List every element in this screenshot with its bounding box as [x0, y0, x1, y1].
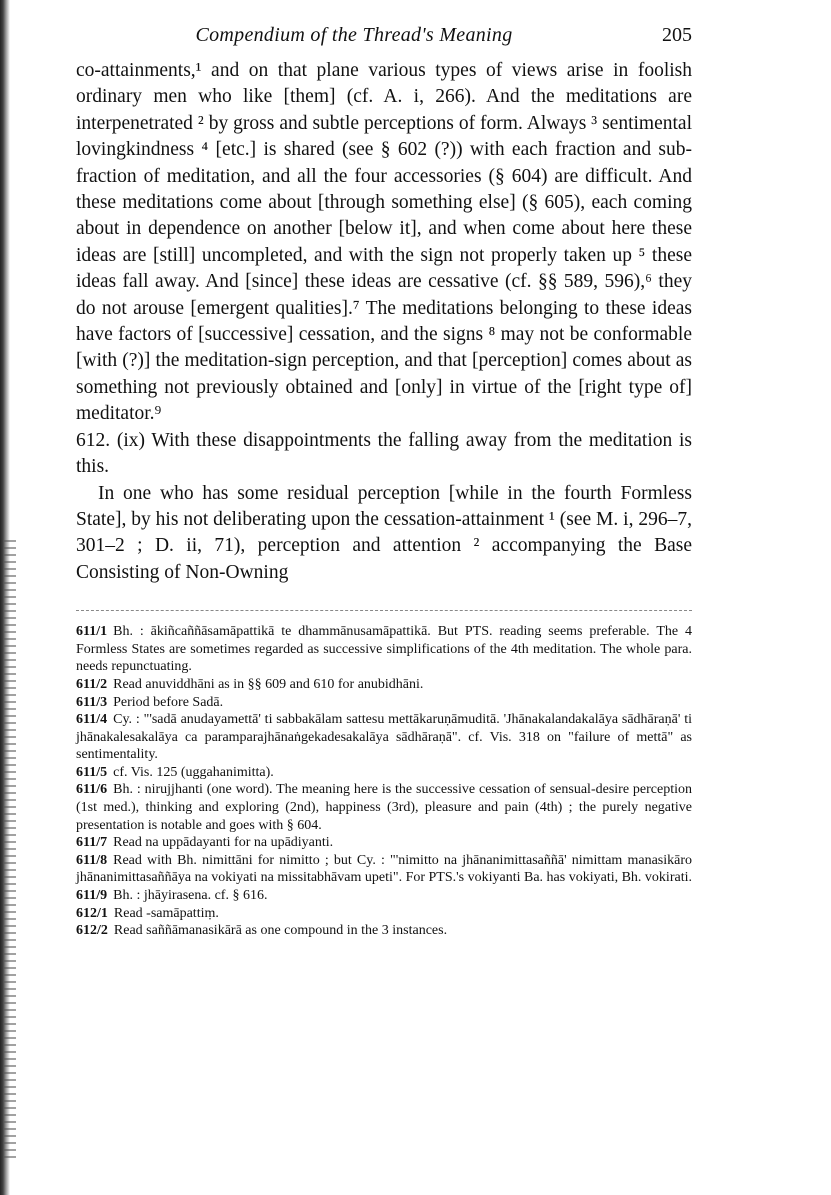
footnote-label: 611/3	[76, 694, 108, 710]
footnote-text: Bh. : ākiñcaññāsamāpattikā te dhammānusamāpattikā. But PTS. reading seems preferable. The 4 Formless States are sometimes regarded as successive simplifications of the 4th meditation. The whole para. needs repunctuating.	[76, 624, 692, 675]
footnote	[76, 694, 692, 712]
book-page	[76, 24, 692, 940]
footnote-text: Period before Sadā.	[113, 694, 224, 710]
footnote	[76, 676, 692, 694]
running-title: Compendium of the Thread's Meaning	[195, 24, 513, 46]
footnote-text: cf. Vis. 125 (uggahanimitta).	[113, 764, 274, 780]
footnote-label: 611/8	[76, 852, 108, 868]
footnote-text: Read saññāmanasikārā as one compound in the 3 instances.	[113, 923, 448, 939]
footnote-text: Cy. : "'sadā anudayamettā' ti sabbakālam sattesu mettākaruṇāmuditā. 'Jhānakalandakalāya sādhāraṇā' ti jhānakalesakalāya ca paramparajhānaṅgekadesakalāya sādhāraṇā". cf. Vis. 318 on "failure of mettā" as sentimentality.	[76, 712, 692, 763]
footnote-label: 611/4	[76, 712, 108, 728]
footnote	[76, 764, 692, 782]
footnote-separator	[76, 610, 692, 611]
footnote	[76, 781, 692, 834]
running-head	[76, 24, 692, 58]
footnotes	[76, 623, 692, 940]
footnote	[76, 711, 692, 764]
footnote-text: Read na uppādayanti for na upādiyanti.	[113, 835, 334, 851]
footnote-label: 611/7	[76, 835, 108, 851]
footnote-text: Read anuviddhāni as in §§ 609 and 610 for anubidhāni.	[113, 676, 424, 692]
main-text	[76, 58, 692, 586]
footnote	[76, 922, 692, 940]
page-number: 205	[662, 24, 692, 46]
footnote-label: 611/9	[76, 888, 108, 904]
footnote-text: Read -samāpattiṃ.	[113, 905, 219, 921]
paragraph-612-body: In one who has some residual perception [while in the fourth Formless State], by his not deliberating upon the cessation-attainment ¹ (see M. i, 296–7, 301–2 ; D. ii, 71), perception and attention ² accompanying the Base Consisting of Non-Owning	[76, 482, 692, 583]
page-binding-shadow	[4, 540, 16, 1160]
footnote	[76, 887, 692, 905]
footnote-label: 612/1	[76, 905, 108, 921]
footnote	[76, 834, 692, 852]
footnote-text: Bh. : jhāyirasena. cf. § 616.	[113, 888, 268, 904]
footnote-text: Bh. : nirujjhanti (one word). The meaning here is the successive cessation of sensual-desire perception (1st med.), thinking and exploring (2nd), happiness (3rd), pleasure and pain (4th) ; the purely negative presentation is notable and goes with § 604.	[76, 782, 692, 833]
paragraph-612-heading: 612. (ix) With these disappointments the falling away from the meditation is this.	[76, 429, 692, 478]
footnote-label: 611/2	[76, 676, 108, 692]
footnote	[76, 905, 692, 923]
footnote-label: 611/6	[76, 782, 108, 798]
paragraph-611-continued: co-attainments,¹ and on that plane various types of views arise in foolish ordinary men who like [them] (cf. A. i, 266). And the meditations are interpenetrated ² by gross and subtle perceptions of form. Always ³ sentimental lovingkindness ⁴ [etc.] is shared (see § 602 (?)) with each fraction and sub-fraction of meditation, and all the four accessories (§ 604) are difficult. And these meditations come about [through something else] (§ 605), each coming about in dependence on another [below it], and when come about here these ideas are [still] uncompleted, and with the sign not properly taken up ⁵ these ideas fall away. And [since] these ideas are cessative (cf. §§ 589, 596),⁶ they do not arouse [emergent qualities].⁷ The meditations belonging to these ideas have factors of [successive] cessation, and the signs ⁸ may not be conformable [with (?)] the meditation-sign perception, and that [perception] comes about as something not previously obtained and [only] in virtue of the [right type of] meditator.⁹	[76, 60, 692, 425]
footnote	[76, 623, 692, 676]
footnote-label: 611/5	[76, 764, 108, 780]
footnote-text: Read with Bh. nimittāni for nimitto ; but Cy. : "'nimitto na jhānanimittasaññā' nimittam manasikāro jhānanimittasaññāya na vokiyati na missitabhāvam upeti". For PTS.'s vokiyanti Ba. has vokiyati, Bh. vokirati.	[76, 852, 692, 886]
footnote-label: 611/1	[76, 624, 108, 640]
footnote-label: 612/2	[76, 923, 108, 939]
footnote	[76, 852, 692, 887]
